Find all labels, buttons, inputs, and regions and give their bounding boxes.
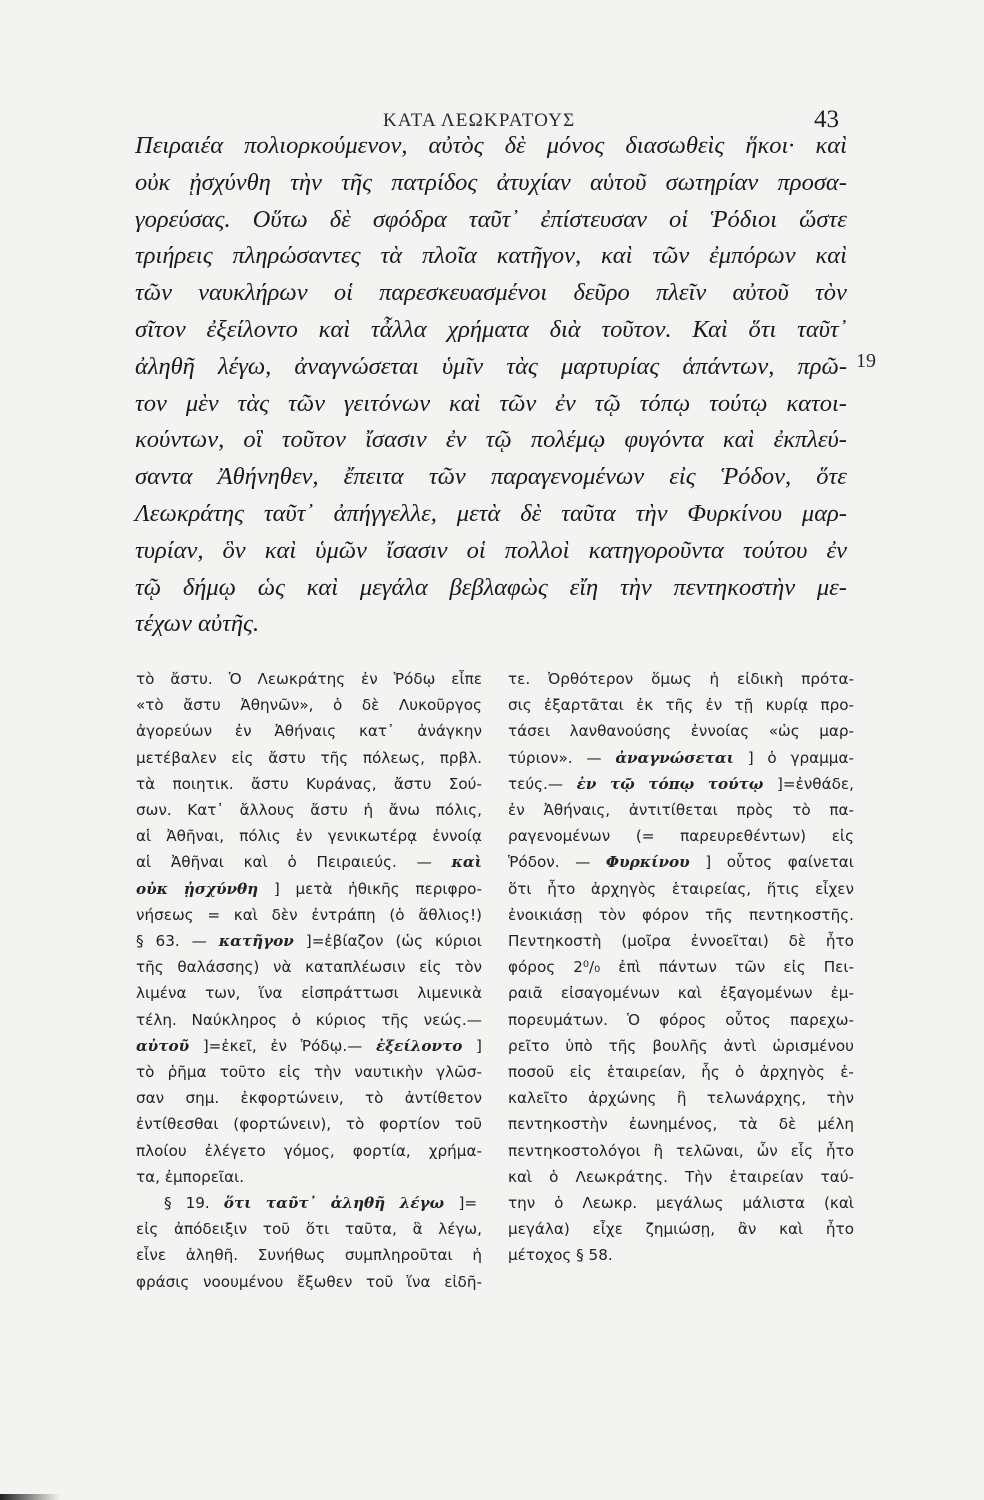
commentary-line: εἶνε ἀληθῆ. Συνήθως συμπληροῦται ἡ [136, 1246, 482, 1265]
commentary-line: σις ἐξαρτᾶται ἐκ τῆς ἐν τῇ κυρίᾳ προ- [508, 696, 854, 715]
main-text-line: τον μὲν τὰς τῶν γειτόνων καὶ τῶν ἐν τῷ τόπῳ τούτῳ κατοι- [135, 389, 847, 417]
main-text-line: τέχων αὐτῆς. [135, 610, 260, 638]
commentary-line: την ὁ Λεωκρ. μεγάλως μάλιστα (καὶ [508, 1194, 854, 1213]
commentary-line: ἐντίθεσθαι (φορτώνειν), τὸ φορτίον τοῦ [136, 1115, 482, 1134]
main-text-line: ἀληθῆ λέγω, ἀναγνώσεται ὑμῖν τὰς μαρτυρίας ἁπάντων, πρῶ- [135, 352, 847, 380]
commentary-line: φόρος 2⁰/₀ ἐπὶ πάντων τῶν εἰς Πει- [508, 958, 854, 977]
commentary-line: ἐνοικιάσῃ τὸν φόρον τῆς πεντηκοστῆς. [508, 905, 854, 924]
commentary-line: τὰ ποιητικ. ἄστυ Κυράνας, ἄστυ Σού- [136, 774, 482, 793]
commentary-line: § 19. ὅτι ταῦτ᾿ ἀληθῆ λέγω ]= [164, 1194, 482, 1213]
commentary-line: καλεῖτο ἀρχώνης ἢ τελωνάρχης, τὴν [508, 1089, 854, 1108]
commentary-line: μέτοχος § 58. [508, 1246, 618, 1265]
main-text-line: Πειραιέα πολιορκούμενον, αὐτὸς δὲ μόνος διασωθεὶς ἥκοι· καὶ [135, 132, 847, 159]
main-text-line: οὐκ ᾐσχύνθη τὴν τῆς πατρίδος ἀτυχίαν αὑτοῦ σωτηρίαν προσα- [135, 168, 847, 196]
commentary-line: αὐτοῦ ]=ἐκεῖ, ἐν Ῥόδῳ.— ἐξείλοντο ] [136, 1036, 482, 1055]
main-text-block [135, 128, 847, 643]
commentary-line: πεντηκοστολόγοι ἢ τελῶναι, ὧν εἷς ἦτο [508, 1141, 854, 1160]
commentary-line: ρεῖτο ὑπὸ τῆς βουλῆς ἀντὶ ὡρισμένου [508, 1036, 854, 1055]
main-text-line: τριήρεις πληρώσαντες τὰ πλοῖα κατῆγον, καὶ τῶν ἐμπόρων καὶ [135, 242, 847, 270]
commentary-line: μετέβαλεν εἰς ἄστυ τῆς πόλεως, πρβλ. [136, 748, 482, 767]
commentary-line: εἰς ἀπόδειξιν τοῦ ὅτι ταῦτα, ἃ λέγω, [136, 1220, 482, 1239]
commentary-line: τῆς θαλάσσης) νὰ καταπλέωσιν εἰς τὸν [136, 958, 482, 977]
main-text-line: Λεωκράτης ταῦτ᾿ ἀπήγγελλε, μετὰ δὲ ταῦτα τὴν Φυρκίνου μαρ- [135, 499, 847, 527]
main-text-line: τῷ δήμῳ ὡς καὶ μεγάλα βεβλαφὼς εἴη τὴν πεντηκοστὴν με- [135, 573, 847, 601]
commentary-line: πεντηκοστὴν ἐωνημένος, τὰ δὲ μέλη [508, 1115, 854, 1134]
commentary-line: πλοίου ἐλέγετο γόμος, φορτία, χρήμα- [136, 1141, 482, 1160]
commentary-line: ἀγορεύων ἐν Ἀθήναις κατ᾿ ἀνάγκην [136, 722, 482, 741]
commentary-right-column [508, 666, 854, 1269]
main-text-line: κούντων, οἳ τοῦτον ἴσασιν ἐν τῷ πολέμῳ φυγόντα καὶ ἐκπλεύ- [135, 426, 847, 454]
running-title: ΚΑΤΑ ΛΕΩΚΡΑΤΟΥΣ [383, 110, 576, 131]
commentary-line: πορευμάτων. Ὁ φόρος οὗτος παρεχω- [508, 1010, 854, 1029]
commentary-line: τεύς.— ἐν τῷ τόπῳ τούτῳ ]=ἐνθάδε, [508, 774, 854, 793]
commentary-line: τε. Ὀρθότερον ὅμως ἡ εἰδικὴ πρότα- [508, 670, 854, 688]
commentary-line: Πεντηκοστὴ (μοῖρα ἐννοεῖται) δὲ ἦτο [508, 932, 854, 951]
commentary-line: αἱ Ἀθῆναι, πόλις ἐν γενικωτέρᾳ ἐννοίᾳ [136, 827, 482, 846]
main-text-line: σῖτον ἐξείλοντο καὶ τἆλλα χρήματα διὰ τοῦτον. Καὶ ὅτι ταῦτ᾿ [135, 315, 847, 343]
commentary-line: οὐκ ᾐσχύνθη ] μετὰ ἠθικῆς περιφρο- [136, 879, 482, 898]
commentary-line: ραιᾶ εἰσαγομένων καὶ ἐξαγομένων ἐμ- [508, 984, 854, 1003]
commentary-line: μεγάλα) εἶχε ζημιώσῃ, ἂν καὶ ἦτο [508, 1220, 854, 1239]
commentary-line: § 63. — κατῆγον ]=ἐβίαζον (ὡς κύριοι [136, 932, 482, 951]
page-edge-shadow [0, 1494, 60, 1500]
commentary-line: τέλη. Ναύκληρος ὁ κύριος τῆς νεώς.— [136, 1010, 482, 1029]
commentary-line: ἐν Ἀθήναις, ἀντιτίθεται πρὸς τὸ πα- [508, 801, 854, 820]
commentary-line: λιμένα των, ἵνα εἰσπράττωσι λιμενικὰ [136, 984, 482, 1003]
commentary-left-column [136, 666, 482, 1295]
commentary-line: τὸ ἄστυ. Ὁ Λεωκράτης ἐν Ῥόδῳ εἶπε [136, 670, 482, 688]
main-text-line: γορεύσας. Οὕτω δὲ σφόδρα ταῦτ᾿ ἐπίστευσαν οἱ Ῥόδιοι ὥστε [135, 205, 847, 233]
commentary-line: «τὸ ἄστυ Ἀθηνῶν», ὁ δὲ Λυκοῦργος [136, 696, 482, 715]
main-text-line: σαντα Ἀθήνηθεν, ἔπειτα τῶν παραγενομένων εἰς Ῥόδον, ὅτε [135, 463, 847, 491]
commentary-line: καὶ ὁ Λεωκράτης. Τὴν ἑταιρείαν ταύ- [508, 1167, 854, 1186]
commentary-line: Ῥόδον. — Φυρκίνου ] οὗτος φαίνεται [508, 853, 854, 872]
commentary-line: τὸ ῥῆμα τοῦτο εἰς τὴν ναυτικὴν γλῶσ- [136, 1063, 482, 1082]
main-text-line: τῶν ναυκλήρων οἱ παρεσκευασμένοι δεῦρο πλεῖν αὐτοῦ τὸν [135, 279, 847, 307]
commentary-line: νήσεως = καὶ δὲν ἐντράπη (ὁ ἄθλιος!) [136, 905, 482, 924]
commentary-line: τύριον». — ἀναγνώσεται ] ὁ γραμμα- [508, 748, 854, 767]
commentary-line: ραγενομένων (= παρευρεθέντων) εἰς [508, 827, 854, 846]
commentary-line: ποσοῦ εἰς ἑταιρείαν, ἧς ὁ ἀρχηγὸς ἐ- [508, 1063, 854, 1082]
commentary-line: τάσει λανθανούσης ἐννοίας «ὡς μαρ- [508, 722, 854, 741]
page-number: 43 [814, 106, 839, 133]
commentary-line: αἱ Ἀθῆναι καὶ ὁ Πειραιεύς. — καὶ [136, 853, 482, 872]
margin-section-number: 19 [856, 350, 876, 372]
commentary-line: σων. Κατ᾿ ἄλλους ἄστυ ἡ ἄνω πόλις, [136, 801, 482, 820]
commentary-line: τα, ἐμπορεῖαι. [136, 1167, 249, 1186]
commentary-line: σαν σημ. ἐκφορτώνειν, τὸ ἀντίθετον [136, 1089, 482, 1108]
commentary-line: φράσις νοουμένου ἔξωθεν τοῦ ἵνα εἰδῆ- [136, 1272, 482, 1291]
main-text-line: τυρίαν, ὃν καὶ ὑμῶν ἴσασιν οἱ πολλοὶ κατηγοροῦντα τούτου ἐν [135, 536, 847, 564]
commentary-line: ὅτι ἦτο ἀρχηγὸς ἑταιρείας, ἥτις εἶχεν [508, 879, 854, 898]
